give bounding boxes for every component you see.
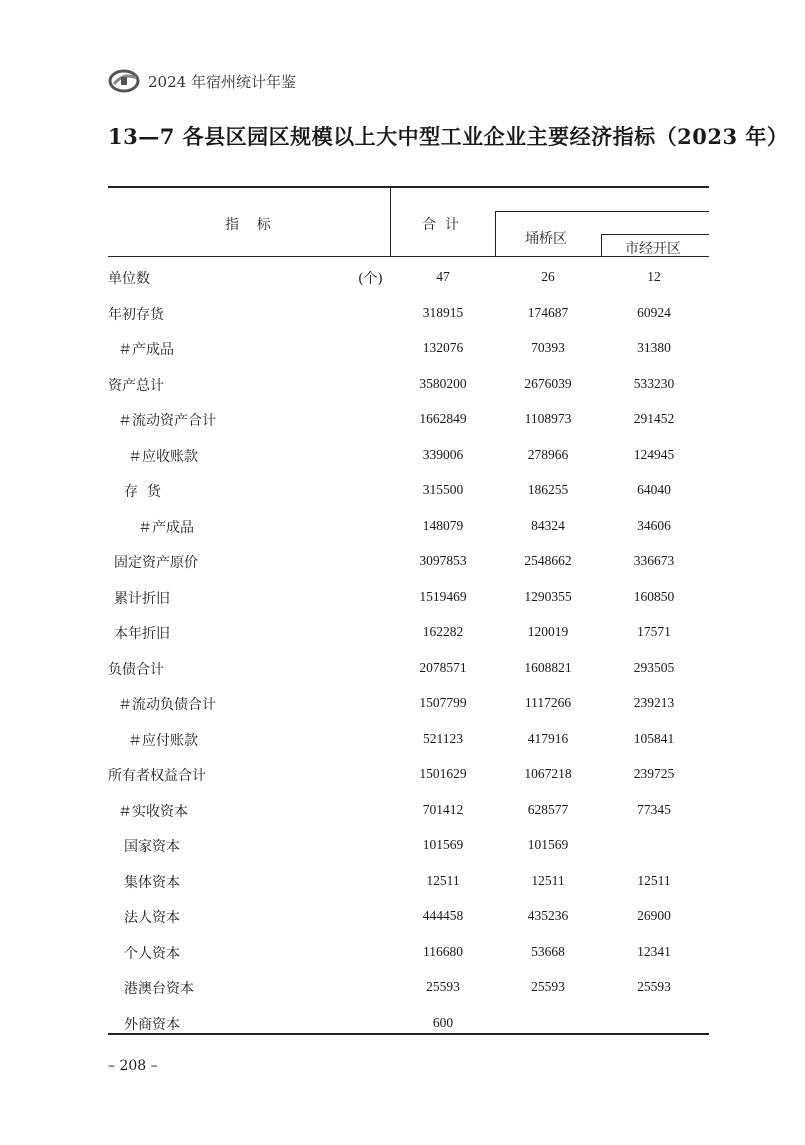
- cell-yongqiao: 417916: [527, 730, 569, 746]
- page-number: – 208 –: [108, 1058, 158, 1074]
- header-divider: [601, 234, 602, 256]
- table-header-rule: [108, 256, 709, 257]
- page-header: [108, 68, 296, 94]
- row-label: 资产总计: [108, 377, 164, 394]
- cell-total: 12511: [426, 872, 460, 888]
- cell-yongqiao: 26: [541, 269, 555, 284]
- cell-kaifaqu: 160850: [633, 588, 675, 604]
- cell-total: 701412: [422, 801, 464, 817]
- cell-total: 116680: [423, 943, 463, 959]
- cell-kaifaqu: 291452: [633, 411, 675, 426]
- cell-kaifaqu: 31380: [637, 340, 671, 355]
- row-unit: (个): [358, 271, 383, 287]
- row-label: 港澳台资本: [124, 981, 194, 997]
- row-label: ＃产成品: [118, 342, 174, 358]
- row-label: 累计折旧: [114, 590, 170, 607]
- cell-kaifaqu: 17571: [637, 624, 671, 639]
- cell-kaifaqu: 336673: [633, 553, 675, 568]
- cell-yongqiao: 278966: [527, 446, 569, 462]
- cell-yongqiao: 628577: [527, 801, 569, 817]
- cell-total: 600: [432, 1014, 454, 1030]
- cell-total: 132076: [422, 340, 464, 355]
- cell-total: 148079: [422, 517, 464, 533]
- cell-yongqiao: 53668: [531, 943, 565, 959]
- row-label: 负债合计: [108, 661, 164, 678]
- cell-kaifaqu: 239213: [633, 695, 675, 710]
- cell-total: 162282: [422, 624, 464, 639]
- cell-yongqiao: 101569: [527, 837, 569, 852]
- header-divider: [601, 234, 709, 235]
- cell-yongqiao: 1290355: [524, 588, 572, 604]
- column-header-kaifaqu: 市经开区: [625, 241, 681, 257]
- cell-yongqiao: 1067218: [524, 766, 572, 781]
- row-label: ＃流动负债合计: [118, 697, 216, 713]
- cell-yongqiao: 174687: [527, 304, 569, 320]
- row-label: ＃应收账款: [128, 448, 198, 465]
- row-label: 外商资本: [124, 1016, 180, 1033]
- cell-kaifaqu: 12511: [637, 872, 671, 888]
- cell-total: 101569: [422, 837, 464, 852]
- cell-total: 339006: [422, 446, 464, 462]
- row-label: 集体资本: [124, 874, 180, 891]
- cell-kaifaqu: 533230: [633, 375, 675, 391]
- cell-total: 25593: [426, 979, 460, 994]
- cell-kaifaqu: 77345: [637, 801, 671, 817]
- cell-kaifaqu: 12: [647, 269, 661, 284]
- cell-kaifaqu: 105841: [633, 730, 675, 746]
- cell-yongqiao: 2676039: [524, 375, 572, 391]
- header-divider: [495, 211, 496, 256]
- cell-total: 3580200: [419, 375, 467, 391]
- cell-kaifaqu: 12341: [637, 943, 671, 959]
- cell-total: 318915: [422, 304, 464, 320]
- row-label: ＃应付账款: [128, 732, 198, 749]
- cell-total: 2078571: [419, 659, 467, 675]
- cell-yongqiao: 84324: [531, 517, 565, 533]
- cell-yongqiao: 120019: [527, 624, 569, 639]
- row-label: 法人资本: [124, 910, 180, 926]
- cell-kaifaqu: 34606: [637, 517, 671, 533]
- cell-yongqiao: 1108973: [524, 411, 572, 426]
- cell-yongqiao: 70393: [531, 340, 565, 355]
- cell-yongqiao: 1608821: [524, 659, 572, 675]
- cell-kaifaqu: 124945: [633, 446, 675, 462]
- cell-total: 3097853: [419, 553, 467, 568]
- row-label: ＃产成品: [138, 519, 194, 536]
- cell-total: 444458: [422, 908, 464, 923]
- cell-kaifaqu: 26900: [637, 908, 671, 923]
- page-title: 13—7 各县区园区规模以上大中型工业企业主要经济指标（2023 年）: [108, 124, 789, 149]
- cell-total: 1662849: [419, 411, 467, 426]
- cell-total: 47: [436, 269, 450, 284]
- cell-kaifaqu: 239725: [633, 766, 675, 781]
- cell-yongqiao: 25593: [531, 979, 565, 994]
- cell-kaifaqu: 64040: [637, 482, 671, 497]
- row-label: 所有者权益合计: [108, 768, 206, 784]
- cell-total: 1507799: [419, 695, 467, 710]
- table-top-rule: [108, 186, 709, 188]
- yearbook-title: 2024 年宿州统计年鉴: [148, 72, 296, 91]
- table-bottom-rule: [108, 1033, 709, 1035]
- header-divider: [495, 211, 709, 212]
- cell-yongqiao: 435236: [527, 908, 569, 923]
- row-label: ＃实收资本: [118, 803, 188, 820]
- header-divider: [390, 188, 391, 256]
- cell-yongqiao: 2548662: [524, 553, 572, 568]
- cell-yongqiao: 12511: [531, 872, 565, 888]
- cell-total: 1519469: [419, 588, 467, 604]
- cell-total: 315500: [422, 482, 464, 497]
- row-label: 个人资本: [124, 945, 180, 962]
- row-label: 年初存货: [108, 306, 164, 323]
- column-header-yongqiao: 埇桥区: [525, 231, 567, 247]
- row-label: 固定资产原价: [114, 555, 198, 571]
- column-header-total: 合 计: [422, 217, 459, 233]
- row-label: 单位数: [108, 271, 150, 287]
- row-label: 存 货: [124, 484, 161, 500]
- cell-yongqiao: 1117266: [524, 695, 572, 710]
- cell-yongqiao: 186255: [527, 482, 569, 497]
- cell-kaifaqu: 25593: [637, 979, 671, 994]
- cell-kaifaqu: 60924: [637, 304, 671, 320]
- column-header-indicator: 指 标: [225, 217, 271, 233]
- cell-total: 1501629: [419, 766, 467, 781]
- row-label: 国家资本: [124, 839, 180, 855]
- row-label: 本年折旧: [114, 626, 170, 642]
- row-label: ＃流动资产合计: [118, 413, 216, 429]
- cell-total: 521123: [423, 730, 463, 746]
- yearbook-logo-icon: [108, 68, 140, 94]
- cell-kaifaqu: 293505: [633, 659, 675, 675]
